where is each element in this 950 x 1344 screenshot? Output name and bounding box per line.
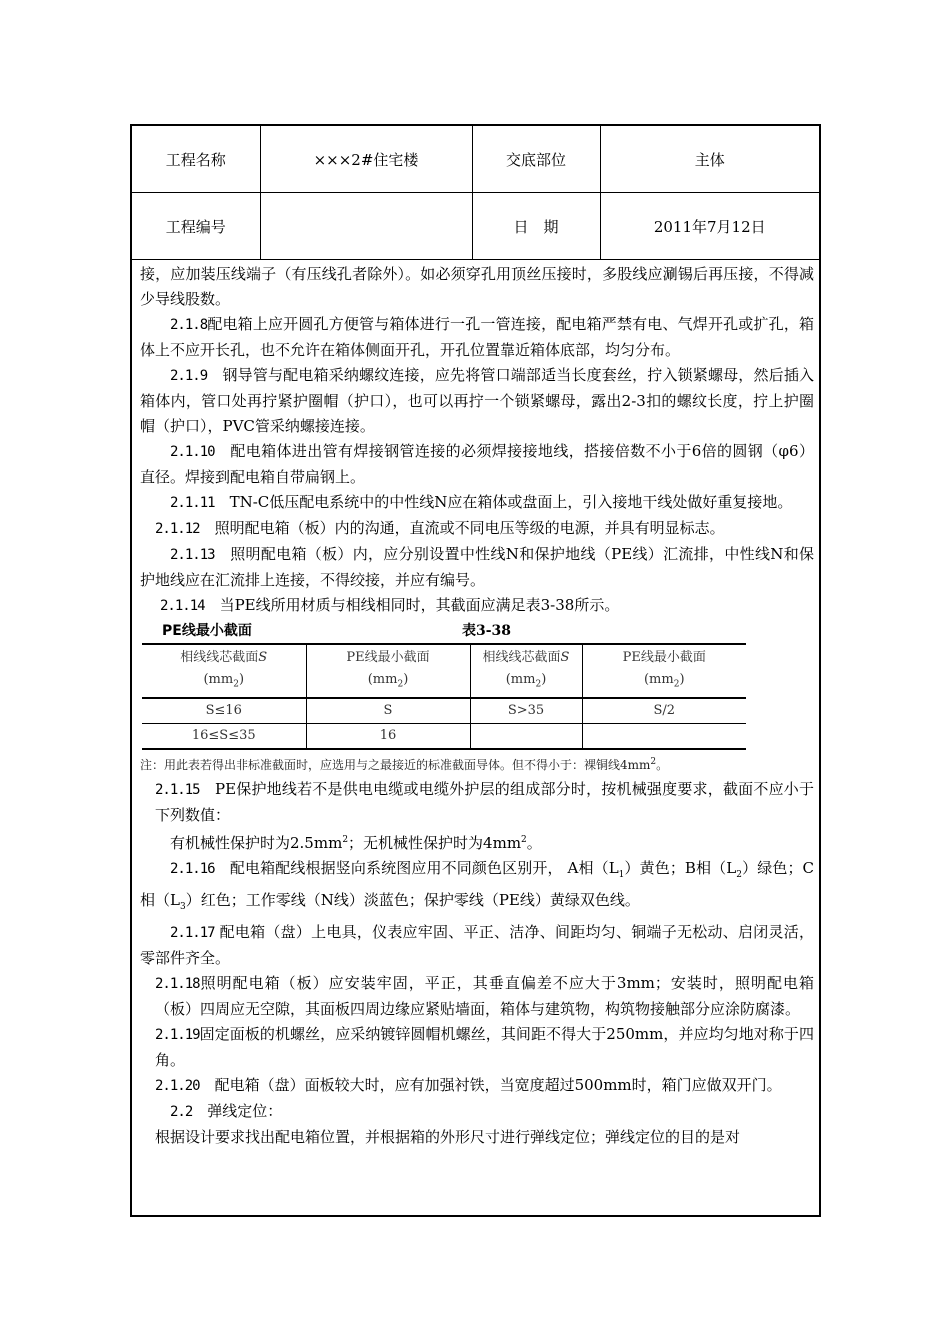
table-cell: S <box>306 698 470 724</box>
clause-number: 2.1.9 <box>170 368 208 384</box>
project-name-label: 工程名称 <box>132 126 260 193</box>
para-2-1-14: 2.1.14 当PE线所用材质与相线相同时，其截面应满足表3-38所示。 <box>160 596 620 614</box>
table-header-row <box>142 644 746 698</box>
clause-number: 2.1.12 <box>155 521 200 537</box>
clause-number: 2.1.14 <box>160 598 205 614</box>
table-cell: S≤16 <box>142 698 306 724</box>
table-header-cell: 相线线芯截面S $(mm_2)$ <box>142 644 306 698</box>
table-header-cell: PE线最小截面 $(mm_2)$ <box>582 644 746 698</box>
para-continued: 接，应加装压线端子（有压线孔者除外）。如必须穿孔用顶丝压接时，多股线应涮锡后再压接，不得减少导线股数。 <box>140 265 814 308</box>
clause-number: 2.2 <box>170 1104 193 1120</box>
table-row <box>142 724 746 750</box>
part-value: 主体 <box>600 126 819 193</box>
table-caption <box>140 619 814 643</box>
table-row <box>142 698 746 724</box>
clause-number: 2.1.8 <box>170 317 208 333</box>
para-2-1-16: 2.1.16 配电箱配线根据竖向系统图应用不同颜色区别开， A相$(L_1)$黄色；B相$(L_2)$绿色；C相$(L_3)$红色；工作零线（N线）淡蓝色；保护零线（PE线）黄绿双色线。 <box>140 859 814 912</box>
project-name-value: ×××2#住宅楼 <box>260 126 472 193</box>
table-cell: S/2 <box>582 698 746 724</box>
para-2-1-8: 2.1.8配电箱上应开圆孔方便管与箱体进行一孔一管连接，配电箱严禁有电、气焊开孔或扩孔，箱体上不应开长孔，也不允许在箱体侧面开孔，开孔位置靠近箱体底部，均匀分布。 <box>140 315 814 359</box>
pe-section-table <box>142 643 746 750</box>
table-cell: S>35 <box>470 698 582 724</box>
para-2-1-11: 2.1.11 TN-C低压配电系统中的中性线N应在箱体或盘面上，引入接地干线处做好重复接地。 <box>170 493 793 511</box>
table-note: 注：用此表若得出非标准截面时，应选用与之最接近的标准截面导体。但不得小于：裸铜线$4mm^2$。 <box>140 757 669 772</box>
clause-number: 2.1.15 <box>155 782 200 798</box>
part-label: 交底部位 <box>472 126 600 193</box>
para-2-1-20: 2.1.20 配电箱（盘）面板较大时，应有加强衬铁，当宽度超过500mm时，箱门应做双开门。 <box>155 1076 782 1094</box>
clause-number: 2.1.10 <box>170 444 215 460</box>
para-2-1-18: 2.1.18照明配电箱（板）应安装牢固，平正，其垂直偏差不应大于3mm；安装时，照明配电箱（板）四周应无空隙，其面板四周边缘应紧贴墙面，箱体与建筑物，构筑物接触部分应涂防腐漆。 <box>155 974 814 1018</box>
table-header-cell: PE线最小截面 $(mm_2)$ <box>306 644 470 698</box>
table-title: PE线最小截面 <box>162 623 252 639</box>
document-frame <box>130 124 821 1217</box>
para-2-1-13: 2.1.13 照明配电箱（板）内，应分别设置中性线N和保护地线（PE线）汇流排，中性线N和保护地线应在汇流排上连接，不得绞接，并应有编号。 <box>140 545 814 589</box>
para-2-1-19: 2.1.19固定面板的机螺丝，应采纳镀锌圆帽机螺丝，其间距不得大于250mm，并应均匀地对称于四角。 <box>155 1025 814 1069</box>
para-2-1-15: 2.1.15 PE保护地线若不是供电电缆或电缆外护层的组成部分时，按机械强度要求，截面不应小于下列数值： <box>155 780 814 824</box>
table-header-cell: 相线线芯截面S $(mm_2)$ <box>470 644 582 698</box>
para-2-1-17: 2.1.17 配电箱（盘）上电具，仪表应牢固、平正、洁净、间距均匀、铜端子无松动、启闭灵活，零部件齐全。 <box>140 923 814 967</box>
clause-number: 2.1.11 <box>170 495 215 511</box>
table-number: 表3-38 <box>462 623 512 639</box>
para-2-1-12: 2.1.12 照明配电箱（板）内的沟通，直流或不同电压等级的电源，并具有明显标志。 <box>155 519 725 537</box>
date-label: 日 期 <box>472 193 600 260</box>
table-cell: 16 <box>306 724 470 750</box>
para-2-1-15-values: 有机械性保护时为$2.5mm^2$；无机械性保护时为$4mm^2$。 <box>170 834 542 852</box>
para-2-2: 2.2 弹线定位： <box>170 1102 283 1120</box>
table-cell: 16≤S≤35 <box>142 724 306 750</box>
clause-number: 2.1.17 <box>170 925 215 941</box>
clause-number: 2.1.20 <box>155 1078 200 1094</box>
clause-number: 2.1.19 <box>155 1027 200 1043</box>
clause-number: 2.1.18 <box>155 976 200 992</box>
date-value: 2011年7月12日 <box>600 193 819 260</box>
table-cell <box>582 724 746 750</box>
project-no-value <box>260 193 472 260</box>
para-2-1-9: 2.1.9 钢导管与配电箱采纳螺纹连接，应先将管口端部适当长度套丝，拧入锁紧螺母，然后插入箱体内，管口处再拧紧护圈帽（护口），也可以再拧一个锁紧螺母，露出2-3扣的螺纹长度，拧上护圈帽（护口），PVC管采纳螺接连接。 <box>140 366 814 435</box>
content-body <box>140 262 814 1150</box>
project-no-label: 工程编号 <box>132 193 260 260</box>
header-table <box>132 126 819 260</box>
para-2-1-10: 2.1.10 配电箱体进出管有焊接钢管连接的必须焊接接地线，搭接倍数不小于6倍的圆钢（φ6）直径。焊接到配电箱自带扁钢上。 <box>140 442 814 486</box>
para-last: 根据设计要求找出配电箱位置，并根据箱的外形尺寸进行弹线定位；弹线定位的目的是对 <box>155 1128 741 1146</box>
clause-number: 2.1.16 <box>170 861 215 877</box>
table-cell <box>470 724 582 750</box>
clause-number: 2.1.13 <box>170 547 215 563</box>
